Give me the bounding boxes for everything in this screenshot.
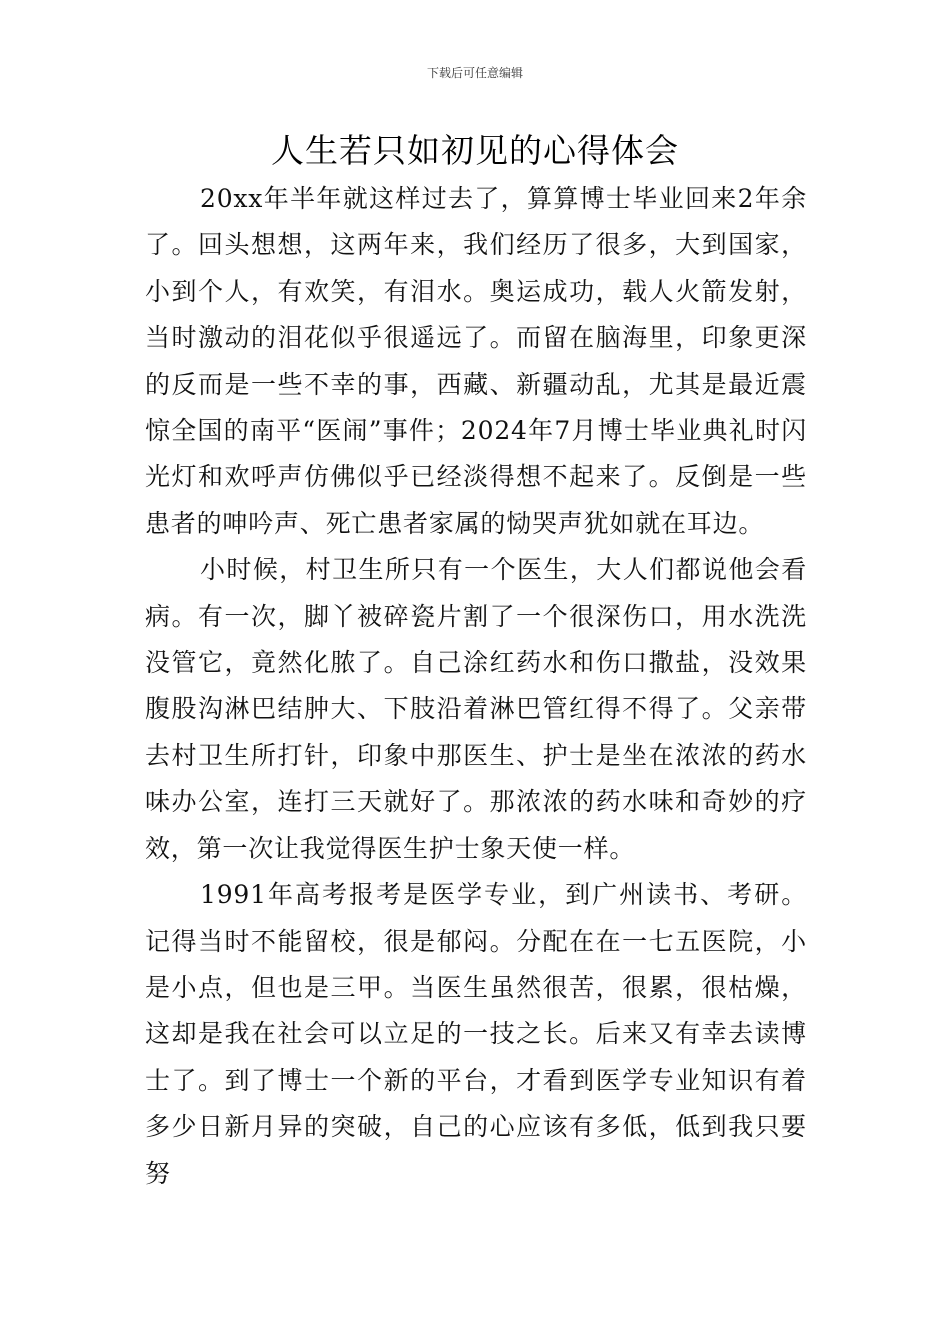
document-body <box>145 176 807 1197</box>
header-note: 下载后可任意编辑 <box>426 66 523 80</box>
document-title: 人生若只如初见的心得体会 <box>271 131 679 170</box>
paragraph-1: 20xx年半年就这样过去了，算算博士毕业回来2年余了。回头想想，这两年来，我们经历了很多，大到国家，小到个人，有欢笑，有泪水。奥运成功，载人火箭发射，当时激动的泪花似乎很遥远了。而留在脑海里，印象更深的反而是一些不幸的事，西藏、新疆动乱，尤其是最近震惊全国的南平“医闹”事件；2024年7月博士毕业典礼时闪光灯和欢呼声仿佛似乎已经淡得想不起来了。反倒是一些患者的呻吟声、死亡患者家属的恸哭声犹如就在耳边。 <box>145 184 807 538</box>
paragraph-3: 1991年高考报考是医学专业，到广州读书、考研。记得当时不能留校，很是郁闷。分配在在一七五医院，小是小点，但也是三甲。当医生虽然很苦，很累，很枯燥，这却是我在社会可以立足的一技之长。后来又有幸去读博士了。到了博士一个新的平台，才看到医学专业知识有着多少日新月异的突破，自己的心应该有多低，低到我只要努 <box>145 880 807 1188</box>
paragraph-2: 小时候，村卫生所只有一个医生，大人们都说他会看病。有一次，脚丫被碎瓷片割了一个很深伤口，用水洗洗没管它，竟然化脓了。自己涂红药水和伤口撒盐，没效果腹股沟淋巴结肿大、下肢沿着淋巴管红得不得了。父亲带去村卫生所打针，印象中那医生、护士是坐在浓浓的药水味办公室，连打三天就好了。那浓浓的药水味和奇妙的疗效，第一次让我觉得医生护士象天使一样。 <box>145 555 807 863</box>
